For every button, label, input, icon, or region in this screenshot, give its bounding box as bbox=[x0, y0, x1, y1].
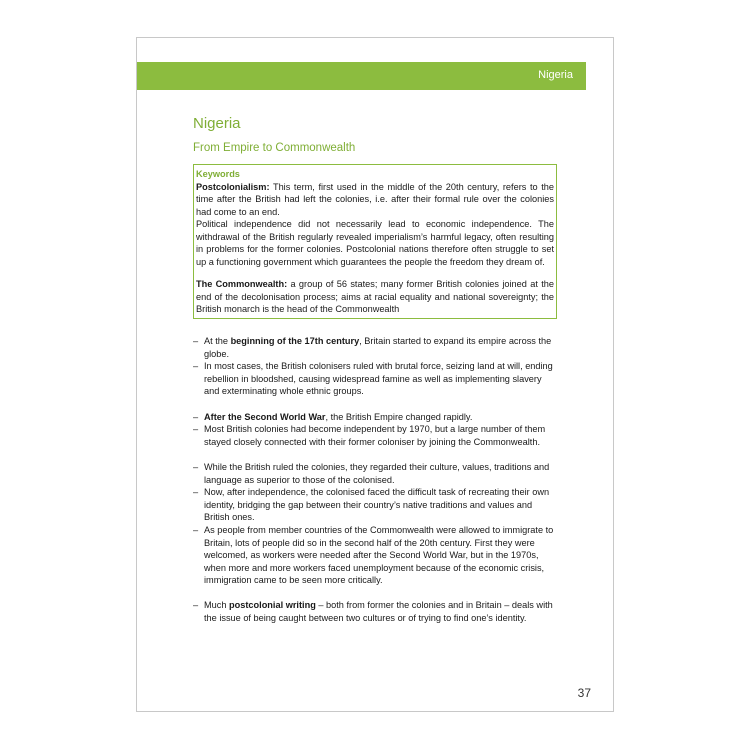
bullet-dash: – bbox=[193, 336, 199, 346]
bullet-dash: – bbox=[193, 361, 199, 372]
page-title: Nigeria bbox=[193, 115, 241, 132]
bullet-dash: – bbox=[193, 524, 199, 535]
list-item: – As people from member countries of the Commonwealth were allowed to immigrate to Britain, lots of people did so in the second half of the 20th century. First they were welcomed, as workers were needed after the Second World War, but in the 1970s, when more and more workers faced unemployment because of the economic crisis, immigration came to be seen more critically. bbox=[193, 524, 554, 586]
keyword-definition: This term, first used in the middle of the 20th century, refers to the time after the British had left the colonies, i.e. after their formal rule over the colonies had come to an end. bbox=[196, 181, 554, 217]
list-item: – Now, after independence, the colonised faced the difficult task of recreating their own identity, bridging the gap between their country’s native traditions and values and British ones. bbox=[193, 487, 550, 523]
bullet-dash: – bbox=[193, 600, 199, 611]
bullet-dash: – bbox=[193, 487, 199, 498]
list-item: – At the beginning of the 17th century, Britain started to expand its empire across the globe. bbox=[193, 336, 552, 359]
page bbox=[136, 37, 614, 712]
keywords-heading: Keywords bbox=[196, 169, 240, 179]
keyword-postcolonialism bbox=[196, 181, 554, 219]
bullet-dash: – bbox=[193, 461, 199, 472]
bullet-dash: – bbox=[193, 424, 199, 435]
list-item: – Most British colonies had become independent by 1970, but a large number of them stayed closely connected with their former coloniser by joining the Commonwealth. bbox=[193, 424, 546, 447]
keyword-term: Postcolonialism: bbox=[196, 181, 270, 192]
list-item: – While the British ruled the colonies, they regarded their culture, values, traditions and language as superior to those of the colonised. bbox=[193, 461, 550, 485]
keywords-box bbox=[193, 164, 557, 319]
list-item: – In most cases, the British colonisers ruled with brutal force, seizing land at will, ending rebellion in bloodshed, causing widespread famine as well as implementing slavery and exterminating whole ethnic groups. bbox=[193, 361, 553, 397]
chapter-header-bar bbox=[137, 62, 586, 90]
page-number: 37 bbox=[577, 686, 591, 700]
bullet-dash: – bbox=[193, 411, 199, 422]
keyword-definition: a group of 56 states; many former British colonies joined at the end of the decolonisation process; aims at racial equality and national sovereignty; the British monarch is the head of the Commonwealth bbox=[196, 279, 554, 314]
page-subtitle: From Empire to Commonwealth bbox=[193, 142, 356, 154]
keyword-postcolonialism-extra: Political independence did not necessarily lead to economic independence. The withdrawal of the British regularly revealed imperialism’s harmful legacy, often resulting in problems for the former colonies. Postcolonial nations therefore often struggle to set up a functioning government which guarantees the people the freedom they dream of. bbox=[196, 219, 554, 267]
chapter-header-label: Nigeria bbox=[538, 69, 573, 81]
keyword-term: The Commonwealth: bbox=[196, 279, 288, 289]
keyword-commonwealth bbox=[196, 278, 554, 316]
bullet-list bbox=[193, 335, 559, 625]
list-item: – Much postcolonial writing – both from former the colonies and in Britain – deals with the issue of being caught between two cultures or of trying to find one’s identity. bbox=[193, 600, 553, 624]
list-item: – After the Second World War, the British Empire changed rapidly. bbox=[193, 411, 473, 422]
